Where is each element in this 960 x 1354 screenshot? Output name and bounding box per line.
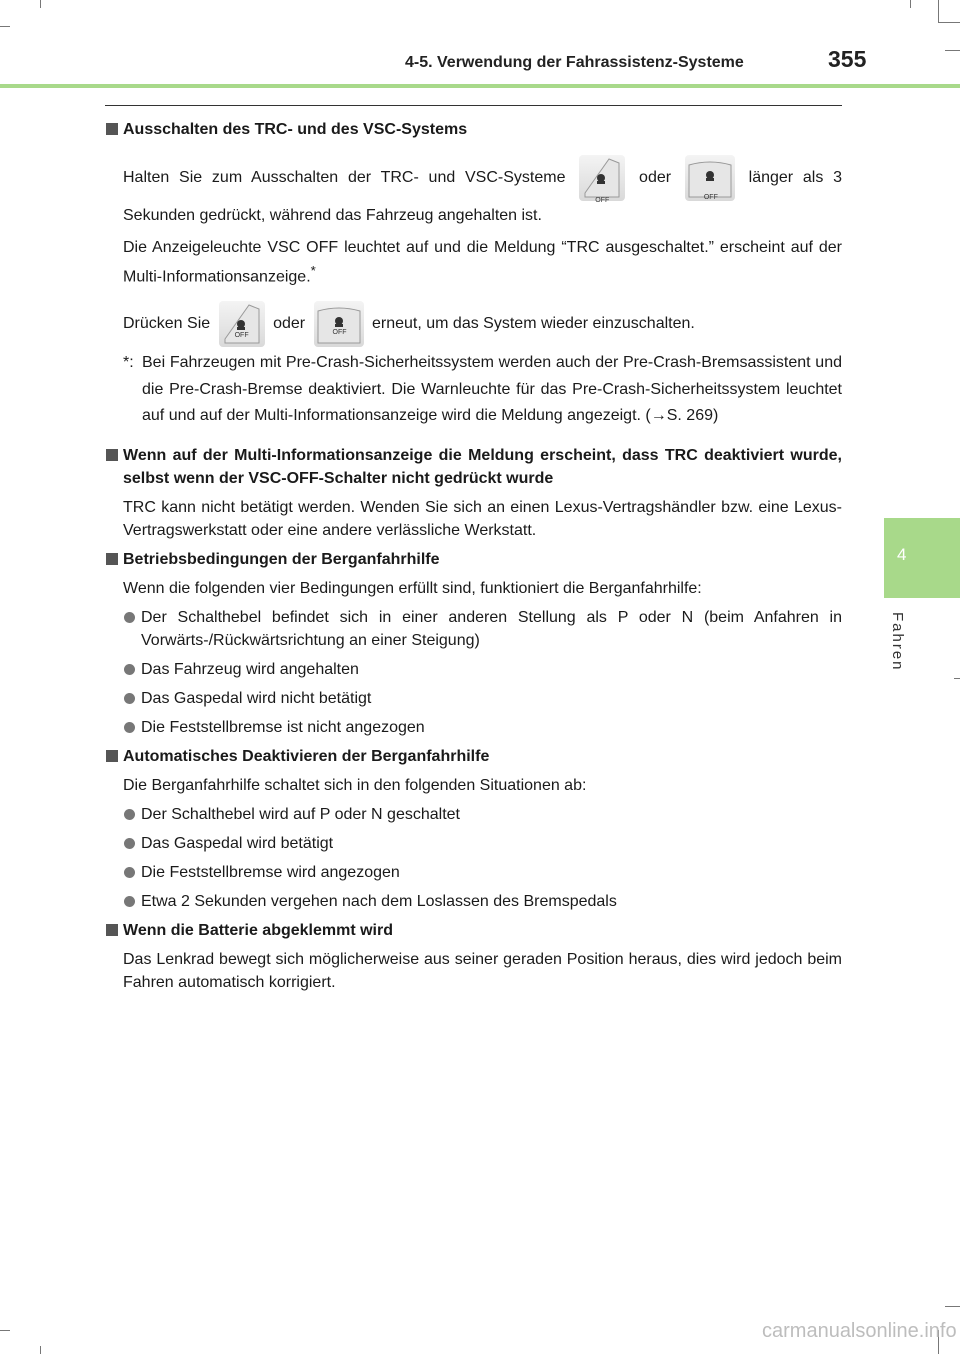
heading-battery-disconnected: Wenn die Batterie abgeklemmt wird — [106, 919, 842, 942]
vsc-off-switch-a-icon — [579, 155, 625, 204]
vsc-off-switch-b-icon — [685, 155, 735, 201]
chapter-label: Fahren — [889, 612, 906, 672]
divider — [105, 105, 842, 106]
bullet-icon — [124, 664, 135, 675]
vsc-off-switch-b-icon — [314, 301, 364, 347]
footnote: *: Bei Fahrzeugen mit Pre-Crash-Sicherheitssystem werden auch der Pre-Crash-Bremsassistent und die Pre-Crash-Bremse deaktiviert. Die Warnleuchte für das Pre-Crash-Sicherheitssystem leuchtet auf und auf der Multi-Informationsanzeige wird die Meldung angezeigt. (→S. 269) — [106, 350, 842, 430]
chapter-tab[interactable] — [884, 518, 960, 598]
list-item: Die Feststellbremse ist nicht angezogen — [106, 716, 842, 739]
crop-mark — [938, 0, 939, 22]
paragraph: Halten Sie zum Ausschalten der TRC- und VSC-Systeme OFF oder OFF länger als 3 Sekunden gedrückt, während das Fahrzeug angehalten ist. — [106, 155, 842, 231]
icon-label: OFF — [703, 194, 718, 201]
crop-mark — [0, 1330, 10, 1331]
list-item: Das Fahrzeug wird angehalten — [106, 658, 842, 681]
crop-mark — [954, 678, 960, 679]
paragraph: Wenn die folgenden vier Bedingungen erfüllt sind, funktioniert die Berganfahrhilfe: — [123, 579, 702, 597]
bullet-icon — [124, 896, 135, 907]
list-item: Etwa 2 Sekunden vergehen nach dem Loslassen des Bremspedals — [106, 890, 842, 913]
list-item: Der Schalthebel wird auf P oder N geschaltet — [106, 803, 842, 826]
paragraph: Das Lenkrad bewegt sich möglicherweise aus seiner geraden Position heraus, dies wird jedoch beim Fahren automatisch korrigiert. — [123, 950, 842, 991]
icon-label: OFF — [332, 329, 347, 337]
paragraph: Die Anzeigeleuchte VSC OFF leuchtet auf und die Meldung “TRC ausgeschaltet.” erscheint auf der Multi-Informationsanzeige.* — [123, 239, 842, 286]
square-bullet-icon — [106, 449, 118, 461]
list-item: Die Feststellbremse wird angezogen — [106, 861, 842, 884]
crop-mark — [910, 0, 911, 8]
heading-hill-start-deactivation: Automatisches Deaktivieren der Berganfahrhilfe — [106, 745, 842, 768]
page-number: 355 — [828, 46, 867, 72]
bullet-icon — [124, 809, 135, 820]
bullet-icon — [124, 867, 135, 878]
list-item: Der Schalthebel befindet sich in einer anderen Stellung als P oder N (beim Anfahren in Vorwärts-/Rückwärtsrichtung an einer Steigung) — [106, 606, 842, 652]
section-title: 4-5. Verwendung der Fahrassistenz-Systeme — [405, 54, 744, 71]
heading-hill-start-conditions: Betriebsbedingungen der Berganfahrhilfe — [106, 548, 842, 571]
header-bar — [0, 84, 960, 88]
vsc-off-switch-a-icon — [219, 301, 265, 347]
crop-mark — [40, 0, 41, 8]
bullet-icon — [124, 838, 135, 849]
bullet-icon — [124, 722, 135, 733]
crop-mark — [40, 1346, 41, 1354]
main-content — [106, 118, 842, 994]
paragraph: Die Berganfahrhilfe schaltet sich in den folgenden Situationen ab: — [123, 776, 587, 794]
list-item: Das Gaspedal wird nicht betätigt — [106, 687, 842, 710]
chapter-number: 4 — [897, 545, 907, 564]
square-bullet-icon — [106, 553, 118, 565]
paragraph: Drücken Sie OFF oder OFF erneut, um das System wieder einzuschalten. — [106, 300, 842, 348]
crop-mark — [938, 22, 960, 23]
bullet-icon — [124, 693, 135, 704]
icon-label: OFF — [234, 332, 249, 340]
heading-trc-deactivated: Wenn auf der Multi-Informationsanzeige die Meldung erscheint, dass TRC deaktiviert wurde, selbst wenn der VSC-OFF-Schalter nicht gedrückt wurde — [106, 444, 842, 490]
crop-mark — [945, 1306, 960, 1307]
watermark: carmanualsonline.info — [762, 1320, 957, 1342]
icon-label: OFF — [595, 197, 610, 204]
crop-mark — [945, 50, 960, 51]
square-bullet-icon — [106, 123, 118, 135]
list-item: Das Gaspedal wird betätigt — [106, 832, 842, 855]
square-bullet-icon — [106, 924, 118, 936]
heading-trc-vsc-off: Ausschalten des TRC- und des VSC-Systems — [106, 118, 842, 141]
crop-mark — [0, 26, 10, 27]
bullet-icon — [124, 612, 135, 623]
footnote-mark: * — [310, 263, 316, 278]
square-bullet-icon — [106, 750, 118, 762]
paragraph: TRC kann nicht betätigt werden. Wenden Sie sich an einen Lexus-Vertragshändler bzw. eine Lexus-Vertragswerkstatt oder eine andere verlässliche Werkstatt. — [123, 498, 842, 539]
footnote-mark: *: — [123, 354, 134, 372]
